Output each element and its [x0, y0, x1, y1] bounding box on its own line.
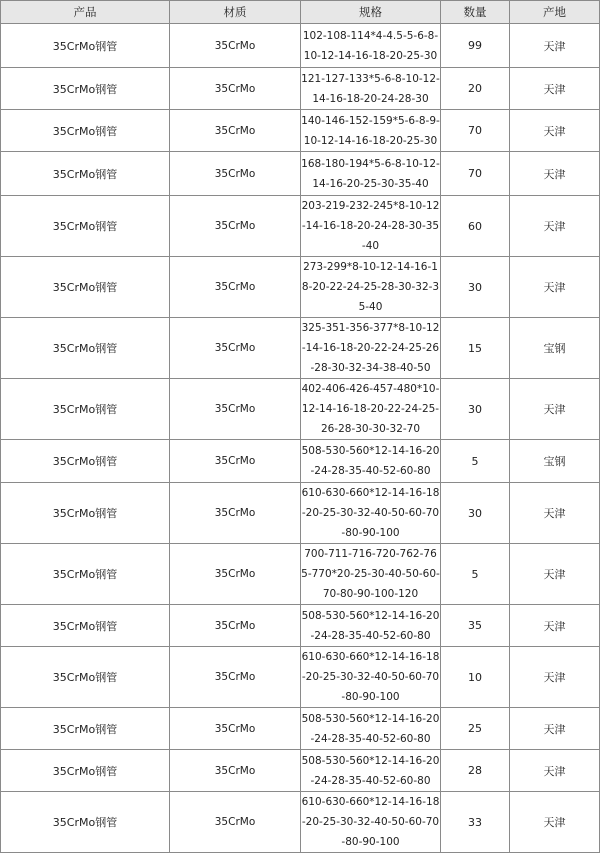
spec-cell: 508-530-560*12-14-16-20-24-28-35-40-52-60-80: [301, 605, 441, 647]
quantity-cell: 33: [441, 792, 510, 853]
product-cell: 35CrMo钢管: [1, 647, 170, 708]
material-cell: 35CrMo: [170, 318, 301, 379]
quantity-cell: 28: [441, 750, 510, 792]
product-cell: 35CrMo钢管: [1, 196, 170, 257]
table-row: [1, 68, 600, 110]
quantity-cell: 70: [441, 110, 510, 152]
material-cell: 35CrMo: [170, 257, 301, 318]
material-cell: 35CrMo: [170, 750, 301, 792]
origin-cell: 天津: [510, 792, 600, 853]
table-row: [1, 318, 600, 379]
spec-cell: 402-406-426-457-480*10-12-14-16-18-20-22-24-25-26-28-30-30-32-70: [301, 379, 441, 440]
spec-cell: 168-180-194*5-6-8-10-12-14-16-20-25-30-35-40: [301, 152, 441, 196]
material-cell: 35CrMo: [170, 647, 301, 708]
table-row: [1, 544, 600, 605]
origin-cell: 天津: [510, 110, 600, 152]
product-cell: 35CrMo钢管: [1, 152, 170, 196]
origin-cell: 天津: [510, 544, 600, 605]
table-row: [1, 792, 600, 853]
table-row: [1, 647, 600, 708]
origin-cell: 天津: [510, 24, 600, 68]
origin-cell: 天津: [510, 257, 600, 318]
material-cell: 35CrMo: [170, 68, 301, 110]
material-cell: 35CrMo: [170, 544, 301, 605]
table-row: [1, 257, 600, 318]
quantity-cell: 99: [441, 24, 510, 68]
origin-cell: 天津: [510, 483, 600, 544]
header-material: 材质: [170, 1, 301, 24]
quantity-cell: 60: [441, 196, 510, 257]
header-row: [1, 1, 600, 24]
quantity-cell: 10: [441, 647, 510, 708]
spec-cell: 508-530-560*12-14-16-20-24-28-35-40-52-60-80: [301, 708, 441, 750]
material-cell: 35CrMo: [170, 152, 301, 196]
product-cell: 35CrMo钢管: [1, 440, 170, 483]
material-cell: 35CrMo: [170, 379, 301, 440]
origin-cell: 天津: [510, 708, 600, 750]
header-origin: 产地: [510, 1, 600, 24]
quantity-cell: 35: [441, 605, 510, 647]
product-cell: 35CrMo钢管: [1, 110, 170, 152]
origin-cell: 宝钢: [510, 318, 600, 379]
product-cell: 35CrMo钢管: [1, 483, 170, 544]
table-header: [1, 1, 600, 24]
header-spec: 规格: [301, 1, 441, 24]
table-row: [1, 196, 600, 257]
table-row: [1, 152, 600, 196]
quantity-cell: 5: [441, 440, 510, 483]
table-row: [1, 379, 600, 440]
spec-cell: 610-630-660*12-14-16-18-20-25-30-32-40-50-60-70-80-90-100: [301, 647, 441, 708]
origin-cell: 天津: [510, 379, 600, 440]
material-cell: 35CrMo: [170, 196, 301, 257]
spec-cell: 508-530-560*12-14-16-20-24-28-35-40-52-60-80: [301, 750, 441, 792]
quantity-cell: 30: [441, 257, 510, 318]
product-cell: 35CrMo钢管: [1, 68, 170, 110]
table-body: [1, 24, 600, 853]
product-cell: 35CrMo钢管: [1, 257, 170, 318]
material-cell: 35CrMo: [170, 24, 301, 68]
quantity-cell: 25: [441, 708, 510, 750]
quantity-cell: 20: [441, 68, 510, 110]
material-cell: 35CrMo: [170, 483, 301, 544]
table-row: [1, 483, 600, 544]
product-cell: 35CrMo钢管: [1, 379, 170, 440]
product-cell: 35CrMo钢管: [1, 544, 170, 605]
spec-cell: 508-530-560*12-14-16-20-24-28-35-40-52-60-80: [301, 440, 441, 483]
quantity-cell: 70: [441, 152, 510, 196]
origin-cell: 天津: [510, 647, 600, 708]
product-cell: 35CrMo钢管: [1, 708, 170, 750]
material-cell: 35CrMo: [170, 708, 301, 750]
origin-cell: 天津: [510, 750, 600, 792]
header-quantity: 数量: [441, 1, 510, 24]
product-cell: 35CrMo钢管: [1, 605, 170, 647]
origin-cell: 天津: [510, 68, 600, 110]
quantity-cell: 30: [441, 483, 510, 544]
table-row: [1, 708, 600, 750]
spec-cell: 203-219-232-245*8-10-12-14-16-18-20-24-28-30-35-40: [301, 196, 441, 257]
table-row: [1, 605, 600, 647]
origin-cell: 宝钢: [510, 440, 600, 483]
spec-cell: 325-351-356-377*8-10-12-14-16-18-20-22-24-25-26-28-30-32-34-38-40-50: [301, 318, 441, 379]
spec-cell: 140-146-152-159*5-6-8-9-10-12-14-16-18-20-25-30: [301, 110, 441, 152]
table-row: [1, 440, 600, 483]
material-cell: 35CrMo: [170, 605, 301, 647]
material-cell: 35CrMo: [170, 110, 301, 152]
origin-cell: 天津: [510, 605, 600, 647]
quantity-cell: 30: [441, 379, 510, 440]
quantity-cell: 15: [441, 318, 510, 379]
header-product: 产品: [1, 1, 170, 24]
spec-cell: 610-630-660*12-14-16-18-20-25-30-32-40-50-60-70-80-90-100: [301, 792, 441, 853]
spec-cell: 700-711-716-720-762-765-770*20-25-30-40-50-60-70-80-90-100-120: [301, 544, 441, 605]
origin-cell: 天津: [510, 152, 600, 196]
product-cell: 35CrMo钢管: [1, 318, 170, 379]
material-cell: 35CrMo: [170, 440, 301, 483]
table-row: [1, 24, 600, 68]
table-row: [1, 110, 600, 152]
product-cell: 35CrMo钢管: [1, 24, 170, 68]
spec-cell: 121-127-133*5-6-8-10-12-14-16-18-20-24-28-30: [301, 68, 441, 110]
table-row: [1, 750, 600, 792]
spec-cell: 273-299*8-10-12-14-16-18-20-22-24-25-28-30-32-35-40: [301, 257, 441, 318]
material-cell: 35CrMo: [170, 792, 301, 853]
quantity-cell: 5: [441, 544, 510, 605]
spec-cell: 610-630-660*12-14-16-18-20-25-30-32-40-50-60-70-80-90-100: [301, 483, 441, 544]
origin-cell: 天津: [510, 196, 600, 257]
product-cell: 35CrMo钢管: [1, 792, 170, 853]
spec-cell: 102-108-114*4-4.5-5-6-8-10-12-14-16-18-20-25-30: [301, 24, 441, 68]
product-cell: 35CrMo钢管: [1, 750, 170, 792]
